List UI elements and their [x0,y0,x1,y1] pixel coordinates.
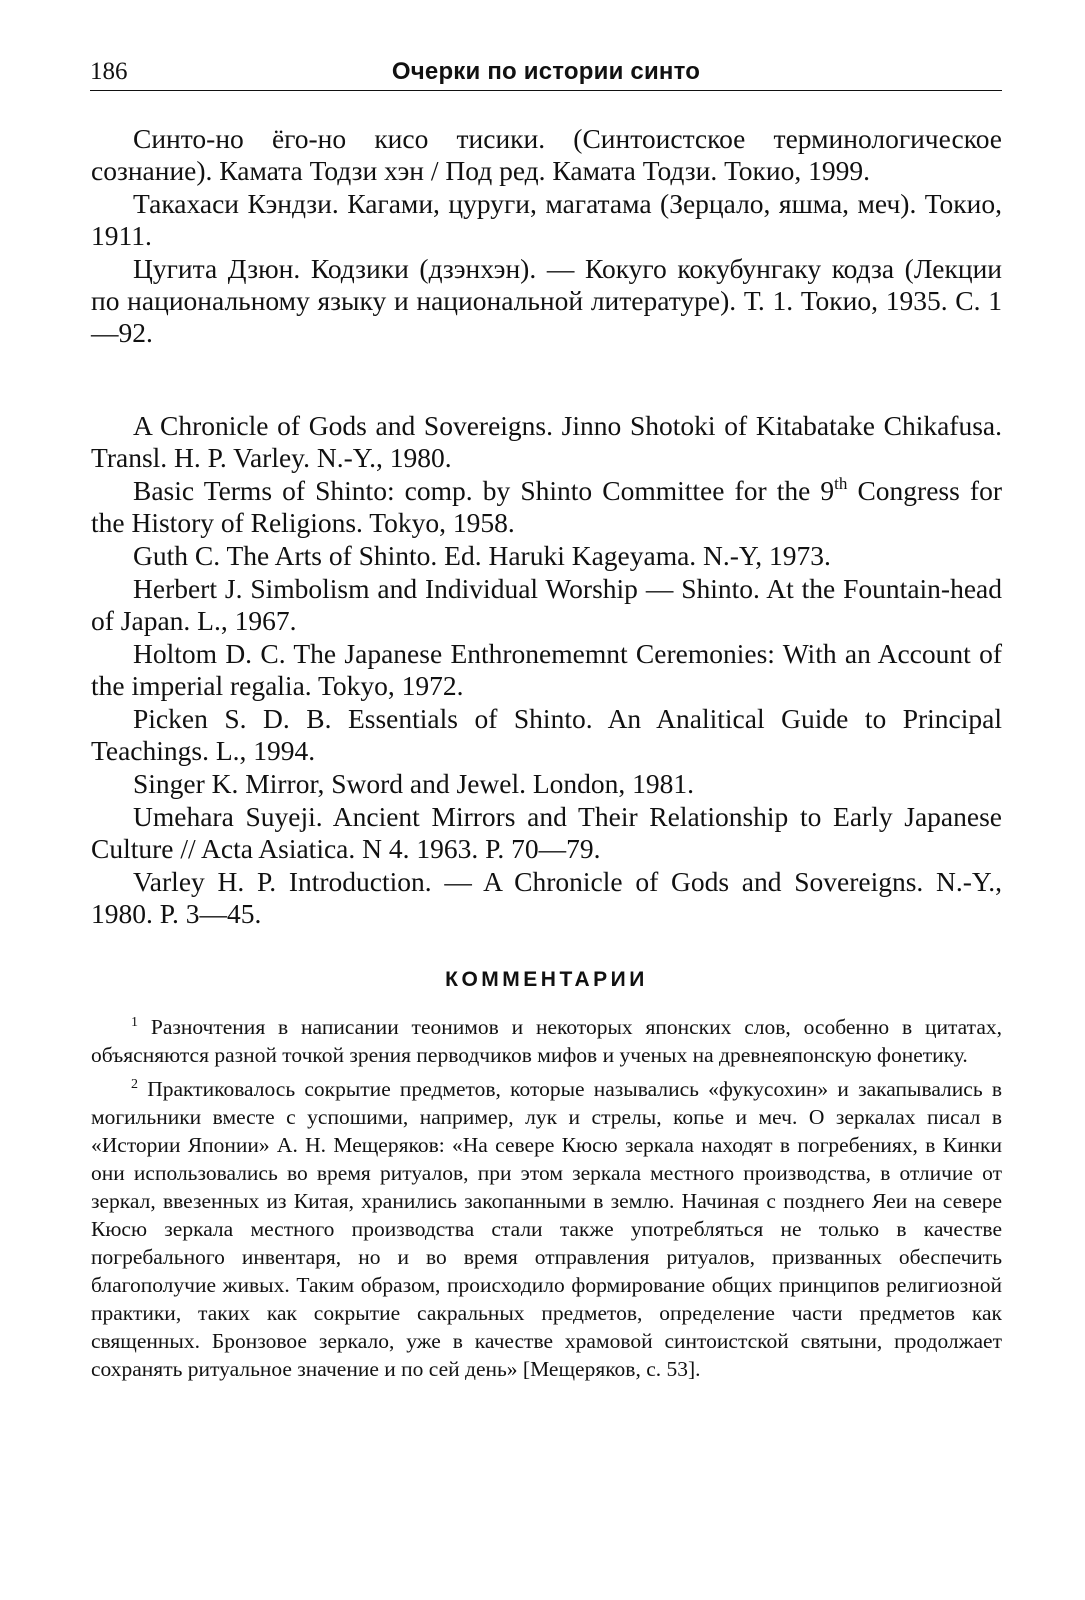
comments-notes [91,1013,1002,1389]
bibliography-entry: Varley H. P. Introduction. — A Chronicle of Gods and Sovereigns. N.-Y., 1980. P. 3—45. [91,866,1002,929]
bibliography-entry: A Chronicle of Gods and Sovereigns. Jinno Shotoki of Kitabatake Chikafusa. Transl. H. P. Varley. N.-Y., 1980. [91,410,1002,473]
comments-heading: КОММЕНТАРИИ [445,968,648,991]
bibliography-entry: Singer K. Mirror, Sword and Jewel. London, 1981. [133,768,695,799]
ordinal-suffix: th [834,474,848,493]
note-text: Практиковалось сокрытие предметов, которые назывались «фукусохин» и закапывались в могильники вместе с успошими, например, лук и стрелы, копье и меч. О зеркалах писал в «Истории Японии» А. Н. Мещеряков: «На севере Кюсю зеркала находят в погребениях, в Кинки они использовались во время ритуалов, при этом зеркала местного производства, в отличие от зеркал, ввезенных из Китая, хранились закопанными в землю. Начиная с позднего Яеи на севере Кюсю зеркала местного производства стали также употребляться не только в качестве погребального инвентаря, но и во время отправления ритуалов, призванных обеспечить благополучие живых. Таким образом, происходило формирование общих принципов религиозной практики, таких как сокрытие сакральных предметов, определение части предметов как священных. Бронзовое зеркало, уже в качестве храмовой синтоистской святыни, продолжает сохранять ритуальное значение и по сей день» [Мещеряков, с. 53]. [91,1077,1002,1381]
running-header [90,50,1002,91]
note-number: 2 [131,1077,138,1092]
note-number: 1 [131,1015,138,1030]
bibliography-entry: Цугита Дзюн. Кодзики (дзэнхэн). — Кокуго кокубунгаку кодза (Лекции по национальному языку и национальной литературе). Т. 1. Токио, 1935. С. 1—92. [91,253,1002,348]
note-text: Разночтения в написании теонимов и некоторых японских слов, особенно в цитатах, объясняются разной точкой зрения перводчиков мифов и ученых на древнеяпонскую фонетику. [91,1015,1002,1067]
bibliography-entry: Herbert J. Simbolism and Individual Worship — Shinto. At the Fountain-head of Japan. L., 1967. [91,573,1002,636]
bibliography-entry: Такахаси Кэндзи. Кагами, цуруги, магатама (Зерцало, яшма, меч). Токио, 1911. [91,188,1002,251]
bibliography-western [91,410,1002,931]
page-number: 186 [90,58,128,85]
bibliography-russian [91,123,1002,350]
entry-text: Basic Terms of Shinto: comp. by Shinto Committee for the 9 [133,475,835,506]
bibliography-entry: Holtom D. C. The Japanese Enthronememnt Ceremonies: With an Account of the imperial regalia. Tokyo, 1972. [91,638,1002,701]
note [91,1013,1002,1069]
running-title: Очерки по истории синто [391,58,701,85]
bibliography-entry: Guth C. The Arts of Shinto. Ed. Haruki Kageyama. N.-Y, 1973. [133,540,831,571]
entry-text: Congress for the History of Religions. Tokyo, 1958. [91,475,1002,538]
bibliography-entry: Umehara Suyeji. Ancient Mirrors and Their Relationship to Early Japanese Culture // Acta Asiatica. N 4. 1963. P. 70—79. [91,801,1002,864]
note [91,1075,1002,1383]
bibliography-entry: Синто-но ёго-но кисо тисики. (Синтоистское терминологическое сознание). Камата Тодзи хэн / Под ред. Камата Тодзи. Токио, 1999. [91,123,1002,186]
bibliography-entry: Picken S. D. B. Essentials of Shinto. An Analitical Guide to Principal Teachings. L., 1994. [91,703,1002,766]
bibliography-entry [91,475,1002,539]
